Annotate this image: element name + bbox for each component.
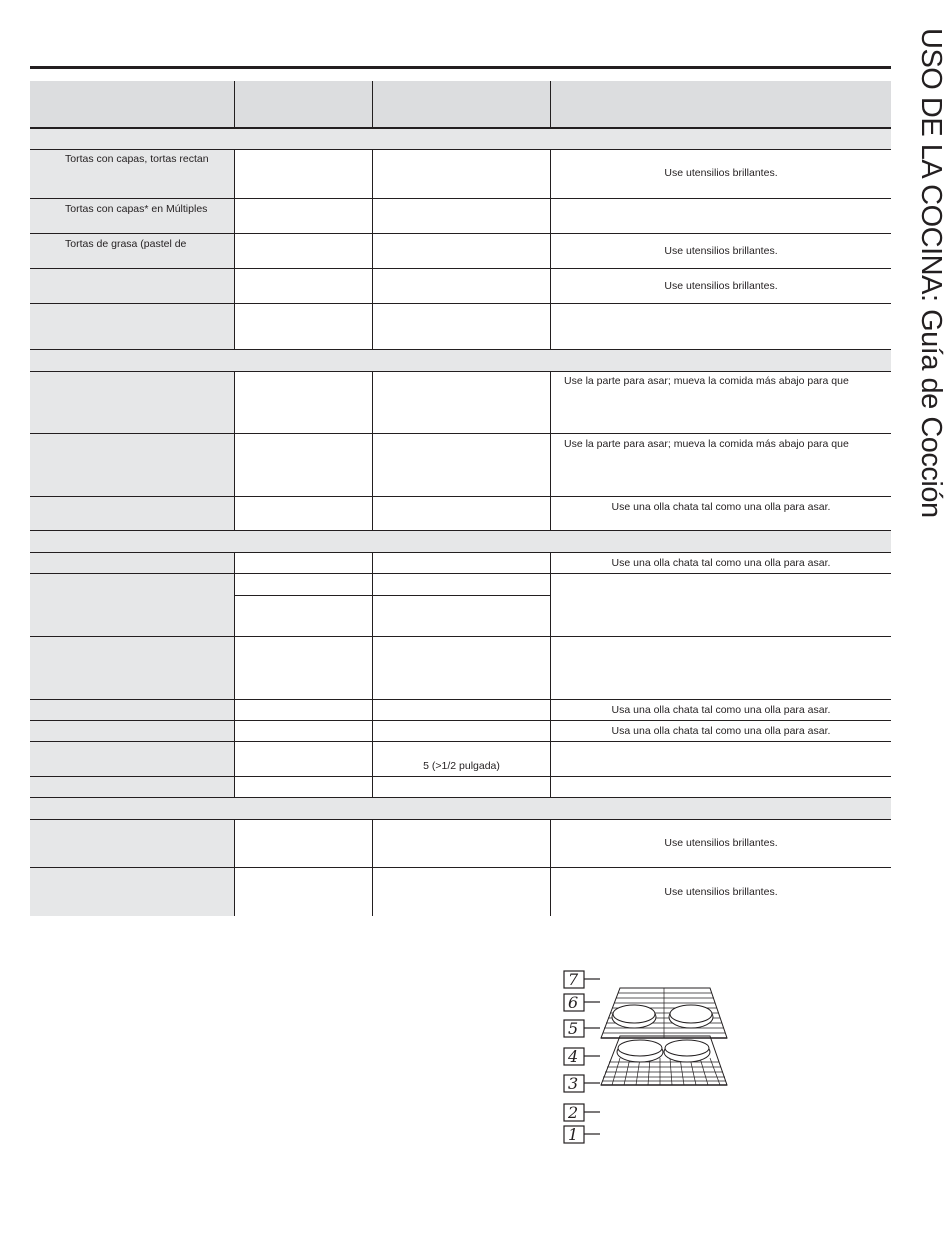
rack-illustration bbox=[560, 966, 740, 1151]
column-divider bbox=[234, 150, 235, 349]
section-row bbox=[30, 530, 891, 552]
note-cell: Use una olla chata tal como una olla para asar. bbox=[611, 557, 831, 569]
note-cell: Use una olla chata tal como una olla para asar. bbox=[611, 501, 831, 513]
lower-pans bbox=[617, 1040, 710, 1062]
row-divider bbox=[30, 349, 891, 350]
row-divider bbox=[30, 303, 891, 304]
row-divider bbox=[30, 268, 891, 269]
row-divider bbox=[234, 595, 550, 596]
note-cell: Usa una olla chata tal como una olla para asar. bbox=[611, 725, 831, 737]
table-header bbox=[30, 81, 891, 128]
section-row bbox=[30, 349, 891, 371]
food-cell: Tortas de grasa (pastel de bbox=[65, 238, 187, 250]
oven-rack-diagram bbox=[560, 966, 740, 1151]
column-divider bbox=[234, 81, 235, 128]
row-divider bbox=[30, 636, 891, 637]
page-side-title: USO DE LA COCINA: Guía de Cocción bbox=[915, 28, 947, 518]
rack-position-cell: 5 (>1/2 pulgada) bbox=[423, 760, 500, 772]
row-divider bbox=[30, 371, 891, 372]
section-row bbox=[30, 128, 891, 150]
note-cell: Use utensilios brillantes. bbox=[664, 837, 778, 849]
column-divider bbox=[372, 372, 373, 530]
top-rule bbox=[30, 66, 891, 69]
row-divider bbox=[30, 433, 891, 434]
note-cell: Use la parte para asar; mueva la comida más abajo para que bbox=[564, 375, 849, 387]
row-divider bbox=[30, 867, 891, 868]
row-divider bbox=[30, 699, 891, 700]
column-divider bbox=[550, 820, 551, 916]
row-divider bbox=[30, 741, 891, 742]
note-cell: Use la parte para asar; mueva la comida más abajo para que bbox=[564, 438, 849, 450]
column-divider bbox=[372, 81, 373, 128]
column-divider bbox=[550, 81, 551, 128]
upper-pans bbox=[612, 1005, 713, 1028]
rack-number-6: 6 bbox=[568, 993, 579, 1012]
row-divider bbox=[30, 149, 891, 150]
note-cell: Use utensilios brillantes. bbox=[664, 245, 778, 257]
column-divider bbox=[372, 820, 373, 916]
rack-number-7: 7 bbox=[568, 970, 579, 989]
row-divider bbox=[30, 496, 891, 497]
row-divider bbox=[30, 573, 891, 574]
row-divider bbox=[30, 127, 891, 129]
column-divider bbox=[550, 553, 551, 797]
rack-number-4: 4 bbox=[568, 1047, 579, 1066]
row-divider bbox=[30, 552, 891, 553]
row-divider bbox=[30, 797, 891, 798]
column-divider bbox=[372, 150, 373, 349]
row-divider bbox=[30, 819, 891, 820]
rack-number-3: 3 bbox=[568, 1074, 579, 1093]
note-cell: Usa una olla chata tal como una olla para asar. bbox=[611, 704, 831, 716]
row-divider bbox=[30, 233, 891, 234]
food-cell: Tortas con capas* en Múltiples bbox=[65, 203, 208, 215]
note-cell: Use utensilios brillantes. bbox=[664, 280, 778, 292]
row-divider bbox=[30, 530, 891, 531]
food-cell: Tortas con capas, tortas rectan bbox=[65, 153, 209, 165]
rack-number-2: 2 bbox=[568, 1103, 579, 1122]
lower-rack bbox=[601, 1036, 727, 1085]
rack-number-1: 1 bbox=[568, 1125, 579, 1144]
column-divider bbox=[234, 553, 235, 797]
row-divider bbox=[30, 720, 891, 721]
rack-number-5: 5 bbox=[568, 1019, 579, 1038]
section-row bbox=[30, 797, 891, 819]
note-cell: Use utensilios brillantes. bbox=[664, 886, 778, 898]
column-divider bbox=[234, 372, 235, 530]
row-divider bbox=[30, 776, 891, 777]
column-divider bbox=[234, 820, 235, 916]
row-divider bbox=[30, 198, 891, 199]
note-cell: Use utensilios brillantes. bbox=[664, 167, 778, 179]
